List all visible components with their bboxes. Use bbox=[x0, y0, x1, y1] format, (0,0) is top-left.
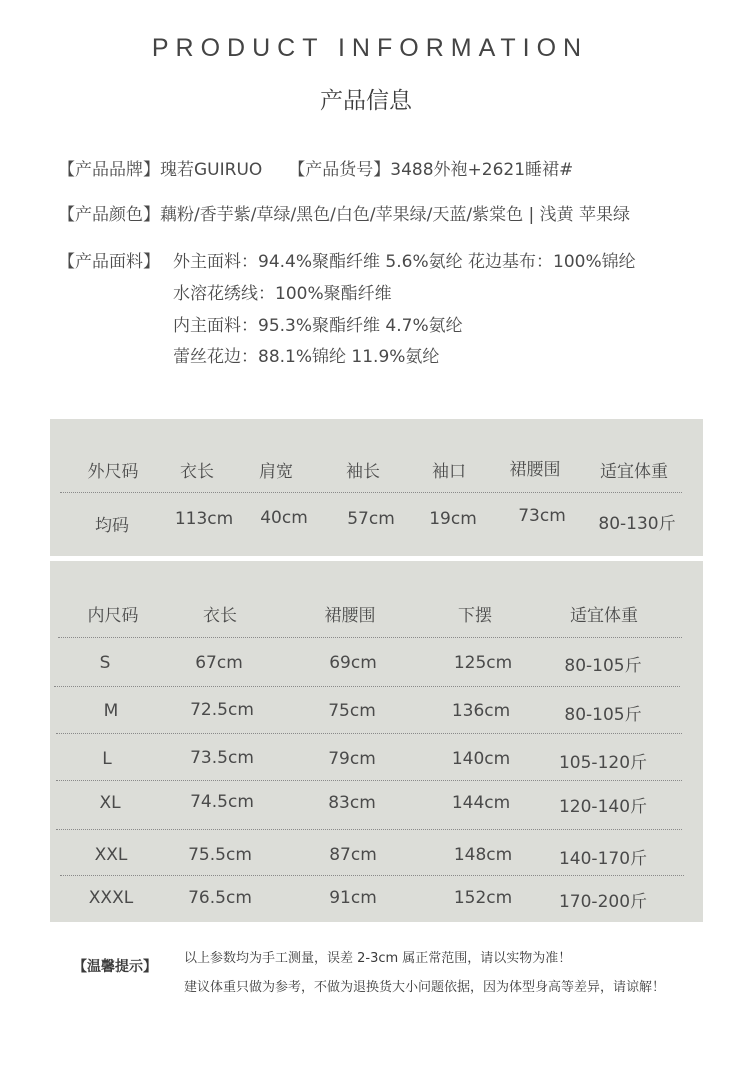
table-cell: 72.5cm bbox=[190, 700, 254, 720]
table-cell: 140-170斤 bbox=[558, 849, 648, 869]
fabric-key: 【产品面料】 bbox=[58, 252, 160, 272]
table-header: 肩宽 bbox=[259, 462, 293, 482]
table-cell: 75.5cm bbox=[188, 845, 252, 865]
table-cell: 125cm bbox=[453, 653, 513, 673]
table-divider bbox=[60, 492, 682, 493]
table-header: 裙腰围 bbox=[509, 460, 561, 480]
table-header: 适宜体重 bbox=[570, 606, 638, 626]
table-cell: 91cm bbox=[329, 888, 377, 908]
table-cell: 40cm bbox=[260, 508, 308, 528]
table-divider bbox=[54, 686, 680, 687]
table-cell: 75cm bbox=[328, 701, 376, 721]
brand-value: 瑰若GUIRUO bbox=[160, 160, 263, 180]
color-row bbox=[58, 200, 630, 225]
table-cell: 均码 bbox=[95, 516, 129, 536]
table-cell: 144cm bbox=[451, 793, 511, 813]
table-divider bbox=[56, 829, 682, 830]
table-divider bbox=[60, 875, 684, 876]
sku-key: 【产品货号】 bbox=[288, 160, 391, 180]
table-divider bbox=[56, 733, 682, 734]
table-cell: L bbox=[102, 749, 112, 769]
table-cell: 113cm bbox=[174, 509, 234, 529]
fabric-line: 水溶花绣线：100%聚酯纤维 bbox=[173, 284, 392, 304]
table-cell: 69cm bbox=[329, 653, 377, 673]
table-cell: 80-130斤 bbox=[598, 514, 676, 534]
table-cell: 87cm bbox=[329, 845, 377, 865]
sku-value: 3488外袍+2621睡裙# bbox=[390, 160, 574, 180]
table-cell: 73cm bbox=[518, 506, 566, 526]
table-cell: 80-105斤 bbox=[564, 656, 642, 676]
table-cell: 120-140斤 bbox=[558, 797, 648, 817]
table-cell: XXXL bbox=[88, 888, 134, 908]
table-cell: 76.5cm bbox=[188, 888, 252, 908]
page-title-en: PRODUCT INFORMATION bbox=[151, 34, 589, 62]
table-header: 袖口 bbox=[432, 462, 466, 482]
table-header: 衣长 bbox=[203, 606, 237, 626]
table-cell: XL bbox=[99, 793, 121, 813]
table-header: 衣长 bbox=[180, 462, 214, 482]
fabric-row bbox=[58, 247, 160, 272]
outer-size-table bbox=[50, 419, 703, 556]
tips-line: 建议体重只做为参考，不做为退换货大小问题依据，因为体型身高等差异，请谅解！ bbox=[184, 980, 666, 995]
table-cell: 83cm bbox=[328, 793, 376, 813]
table-header: 内尺码 bbox=[87, 606, 139, 626]
fabric-line: 外主面料：94.4%聚酯纤维 5.6%氨纶 花边基布：100%锦纶 bbox=[173, 252, 636, 272]
table-cell: S bbox=[99, 653, 111, 673]
table-header: 袖长 bbox=[346, 462, 380, 482]
table-cell: 74.5cm bbox=[190, 792, 254, 812]
table-cell: 19cm bbox=[429, 509, 477, 529]
table-cell: 79cm bbox=[328, 749, 376, 769]
inner-size-table bbox=[50, 561, 703, 922]
table-header: 下摆 bbox=[458, 606, 492, 626]
table-cell: 80-105斤 bbox=[564, 705, 642, 725]
table-cell: 152cm bbox=[453, 888, 513, 908]
page-title-cn: 产品信息 bbox=[320, 88, 412, 114]
color-value: 藕粉/香芋紫/草绿/黑色/白色/苹果绿/天蓝/紫棠色 | 浅黄 苹果绿 bbox=[160, 205, 631, 225]
color-key: 【产品颜色】 bbox=[58, 205, 160, 225]
table-cell: 67cm bbox=[195, 653, 243, 673]
table-header: 外尺码 bbox=[87, 462, 139, 482]
table-cell: 148cm bbox=[453, 845, 513, 865]
table-cell: 73.5cm bbox=[190, 748, 254, 768]
table-header: 适宜体重 bbox=[600, 462, 668, 482]
table-divider bbox=[58, 637, 682, 638]
brand-key: 【产品品牌】 bbox=[58, 160, 160, 180]
table-divider bbox=[56, 780, 682, 781]
table-cell: 136cm bbox=[451, 701, 511, 721]
table-cell: 57cm bbox=[347, 509, 395, 529]
fabric-line: 内主面料：95.3%聚酯纤维 4.7%氨纶 bbox=[173, 316, 463, 336]
table-cell: 105-120斤 bbox=[558, 753, 648, 773]
tips-line: 以上参数均为手工测量，误差 2-3cm 属正常范围，请以实物为准！ bbox=[184, 951, 572, 966]
brand-row bbox=[58, 155, 573, 180]
fabric-line: 蕾丝花边：88.1%锦纶 11.9%氨纶 bbox=[173, 347, 440, 367]
table-cell: M bbox=[103, 701, 119, 721]
table-header: 裙腰围 bbox=[324, 606, 376, 626]
table-cell: 170-200斤 bbox=[558, 892, 648, 912]
table-cell: XXL bbox=[94, 845, 128, 865]
table-cell: 140cm bbox=[451, 749, 511, 769]
tips-label: 【温馨提示】 bbox=[73, 959, 157, 975]
